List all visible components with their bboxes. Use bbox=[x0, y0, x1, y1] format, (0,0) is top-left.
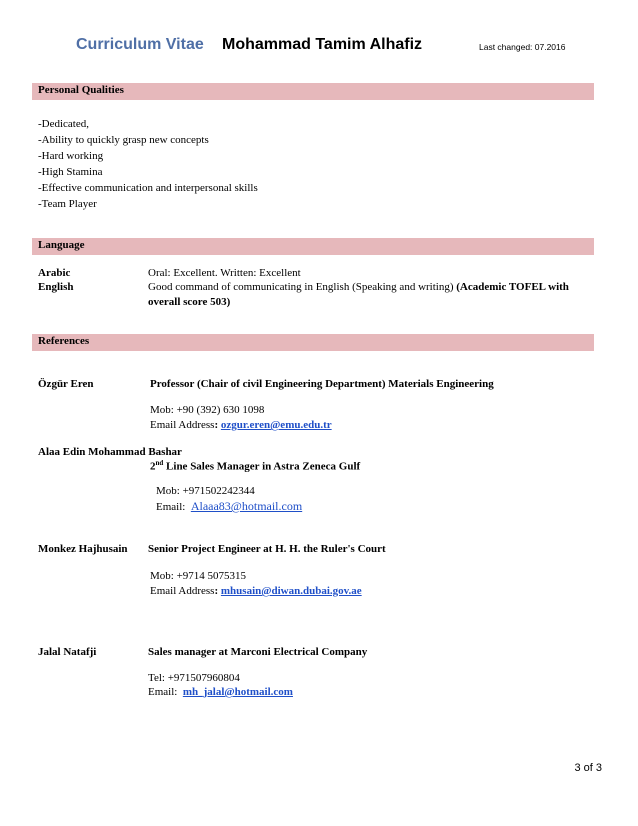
reference-title: Professor (Chair of civil Engineering Department) Materials Engineering bbox=[150, 378, 494, 390]
email-label: Email Address bbox=[150, 585, 215, 597]
language-english-desc bbox=[148, 281, 569, 293]
email-label: Email: bbox=[156, 501, 186, 513]
list-item: -Hard working bbox=[38, 150, 104, 162]
english-desc-tofel: (Academic TOFEL with bbox=[456, 281, 569, 293]
language-english: English bbox=[38, 281, 74, 293]
page-number: 3 of 3 bbox=[574, 762, 602, 774]
list-item: -Dedicated, bbox=[38, 118, 89, 130]
email-link[interactable]: Alaaa83@hotmail.com bbox=[190, 499, 303, 513]
reference-email-row bbox=[148, 686, 293, 698]
title-ordinal-suffix: nd bbox=[155, 459, 164, 467]
title-text: Line Sales Manager in Astra Zeneca Gulf bbox=[163, 460, 361, 473]
english-desc-text: Good command of communicating in English (Speaking and writing) bbox=[148, 281, 454, 293]
reference-email-row: Email Address: mhusain@diwan.dubai.gov.ae bbox=[150, 585, 362, 597]
reference-name: Özgür Eren bbox=[38, 378, 94, 390]
email-link[interactable]: ozgur.eren@emu.edu.tr bbox=[220, 419, 332, 431]
section-header-personal-qualities bbox=[32, 83, 594, 100]
title-ordinal: 2 bbox=[150, 460, 156, 473]
reference-mobile: Mob: +9714 5075315 bbox=[150, 570, 247, 582]
reference-name: Jalal Natafji bbox=[38, 646, 97, 658]
last-changed: Last changed: 07.2016 bbox=[479, 42, 566, 52]
email-link[interactable]: mhusain@diwan.dubai.gov.ae bbox=[220, 585, 362, 597]
reference-title bbox=[150, 459, 360, 473]
reference-email-row bbox=[156, 499, 302, 514]
qualities-list bbox=[38, 116, 258, 212]
language-arabic-desc: Oral: Excellent. Written: Excellent bbox=[148, 267, 301, 279]
section-header-references bbox=[32, 334, 594, 351]
person-name: Mohammad Tamim Alhafiz bbox=[222, 36, 423, 53]
email-link[interactable]: mh_jalal@hotmail.com bbox=[182, 686, 293, 698]
section-header-language bbox=[32, 238, 594, 255]
section-title: References bbox=[38, 335, 90, 347]
language-arabic: Arabic bbox=[38, 267, 71, 279]
english-desc-score: overall score 503) bbox=[148, 296, 231, 308]
email-label: Email: bbox=[148, 686, 178, 698]
reference-email-row: Email Address: ozgur.eren@emu.edu.tr bbox=[150, 419, 332, 431]
reference-title: Sales manager at Marconi Electrical Company bbox=[148, 646, 368, 658]
email-label: Email Address bbox=[150, 419, 215, 431]
section-title: Personal Qualities bbox=[38, 84, 124, 96]
reference-title: Senior Project Engineer at H. H. the Ruler's Court bbox=[148, 543, 386, 555]
list-item: -Team Player bbox=[38, 198, 97, 210]
reference-name: Alaa Edin Mohammad Bashar bbox=[38, 446, 182, 458]
reference-mobile: Mob: +971502242344 bbox=[156, 485, 255, 497]
cv-title: Curriculum Vitae bbox=[76, 36, 204, 53]
reference-phone: Tel: +971507960804 bbox=[148, 672, 240, 684]
reference-mobile: Mob: +90 (392) 630 1098 bbox=[150, 404, 265, 416]
list-item: -Effective communication and interpersonal skills bbox=[38, 182, 258, 194]
reference-name: Monkez Hajhusain bbox=[38, 543, 128, 555]
list-item: -Ability to quickly grasp new concepts bbox=[38, 134, 209, 146]
section-title: Language bbox=[38, 239, 85, 251]
list-item: -High Stamina bbox=[38, 166, 103, 178]
